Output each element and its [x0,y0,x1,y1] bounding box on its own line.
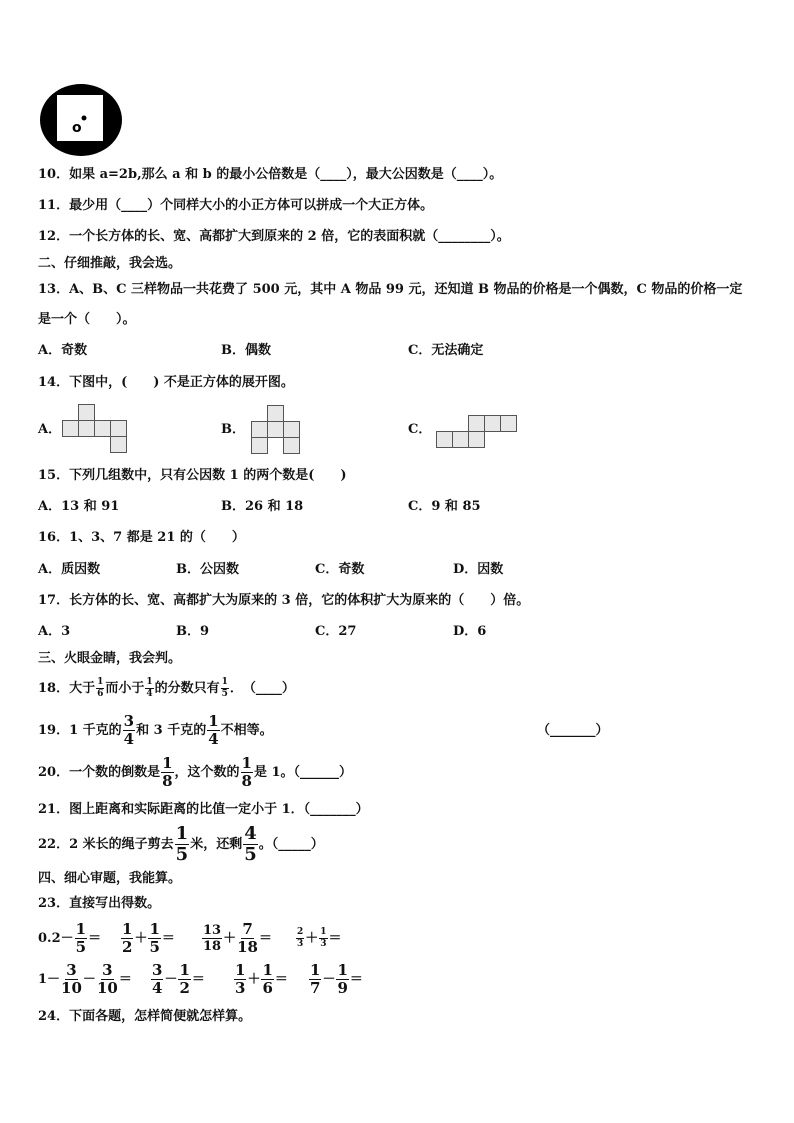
question-21: 21．图上距离和实际距离的比值一定小于 1．（_______） [38,802,369,817]
question-15: 15．下列几组数中，只有公因数 1 的两个数是( ) [38,468,347,483]
calc-6: $\frac{3}{4}$ － $\frac{1}{2}$ ＝ [152,961,205,997]
section-2-title: 二、仔细推敲，我会选。 [38,256,182,271]
fraction-3-10: $\frac{3}{10}$ [96,961,118,997]
fraction-1-8: $\frac{1}{8}$ [162,754,173,790]
q15-option-c[interactable]: C．9 和 85 [408,499,481,514]
fraction-1-3: $\frac{1}{3}$ [235,961,246,997]
fraction-1-2: $\frac{1}{2}$ [122,920,133,956]
q15-option-b[interactable]: B．26 和 18 [221,499,304,514]
q14-net-b [251,405,301,453]
q19-answer-blank[interactable]: （_______） [537,723,609,738]
q16-option-a[interactable]: A．质因数 [38,562,101,577]
q18-text-a: 18．大于 [38,681,96,696]
calc-8: $\frac{1}{7}$ － $\frac{1}{9}$ ＝ [310,961,363,997]
calc-4: $\frac{2}{3}$ ＋ $\frac{1}{3}$ ＝ [297,927,342,949]
question-24: 24．下面各题，怎样简便就怎样算。 [38,1009,252,1024]
question-11: 11．最少用（____）个同样大小的小正方体可以拼成一个大正方体。 [38,198,434,213]
figure-label: o [72,120,82,136]
top-figure [38,82,124,158]
fraction-4-5: $\frac{4}{5}$ [244,823,257,865]
fraction-1-6: $\frac{1}{6}$ [97,677,104,699]
fraction-1-4: $\frac{1}{4}$ [146,677,153,699]
q13-option-c[interactable]: C．无法确定 [408,343,484,358]
fraction-1-5: $\frac{1}{5}$ [75,920,87,956]
question-10: 10．如果 a=2b,那么 a 和 b 的最小公倍数是（____），最大公因数是（____）。 [38,167,503,182]
fraction-1-9: $\frac{1}{9}$ [337,961,348,997]
section-4-title: 四、细心审题，我能算。 [38,871,182,886]
q17-option-a[interactable]: A．3 [38,624,71,639]
q17-option-d[interactable]: D．6 [453,624,487,639]
section-3-title: 三、火眼金睛，我会判。 [38,651,182,666]
q13-option-a[interactable]: A．奇数 [38,343,88,358]
calc-5: 1－ $\frac{3}{10}$ － $\frac{3}{10}$ ＝ [38,961,132,997]
q16-option-d[interactable]: D．因数 [453,562,504,577]
q15-option-a[interactable]: A．13 和 91 [38,499,120,514]
q14-net-a [62,404,128,452]
q14-option-c[interactable]: C． [408,422,432,437]
question-20: 20．一个数的倒数是 $\frac{1}{8}$ ，这个数的 $\frac{1}{8}$ 是 1。（______） [38,754,353,790]
fraction-1-7: $\frac{1}{7}$ [310,961,321,997]
calc-2: $\frac{1}{2}$ ＋ $\frac{1}{5}$ ＝ [122,920,175,956]
calc-7: $\frac{1}{3}$ ＋ $\frac{1}{6}$ ＝ [235,961,288,997]
fraction-1-6: $\frac{1}{6}$ [262,961,273,997]
q16-option-b[interactable]: B．公因数 [176,562,239,577]
fraction-2-3: $\frac{2}{3}$ [297,927,304,949]
question-17: 17．长方体的长、宽、高都扩大为原来的 3 倍，它的体积扩大为原来的（ ）倍。 [38,593,530,608]
fraction-13-18: $\frac{13}{18}$ [203,923,222,954]
calc-3: $\frac{13}{18}$ ＋ $\frac{7}{18}$ ＝ [203,920,272,956]
q14-option-b[interactable]: B． [221,422,245,437]
question-14: 14．下图中，( ) 不是正方体的展开图。 [38,375,294,390]
question-13-line2: 是一个（ ）。 [38,312,136,327]
q14-option-a[interactable]: A． [38,422,62,437]
fraction-3-4: $\frac{3}{4}$ [152,961,163,997]
question-12: 12．一个长方体的长、宽、高都扩大到原来的 2 倍，它的表面积就（________）。 [38,229,510,244]
fraction-3-4: $\frac{3}{4}$ [123,712,135,748]
fraction-1-5: $\frac{1}{5}$ [175,823,189,865]
calc-1: 0.2－ $\frac{1}{5}$ ＝ [38,920,102,956]
question-16: 16．1、3、7 都是 21 的（ ） [38,530,245,545]
fraction-3-10: $\frac{3}{10}$ [61,961,82,997]
fraction-1-8: $\frac{1}{8}$ [241,754,252,790]
fraction-1-3: $\frac{1}{3}$ [320,927,327,949]
q13-option-b[interactable]: B．偶数 [221,343,271,358]
fraction-7-18: $\frac{7}{18}$ [237,920,258,956]
fraction-1-4: $\frac{1}{4}$ [208,712,219,748]
fraction-1-2: $\frac{1}{2}$ [179,961,190,997]
q18-text-b: 而小于 [105,681,145,696]
q14-net-c [436,415,518,447]
q18-text-d: ． （____） [229,681,295,696]
q17-option-b[interactable]: B．9 [176,624,210,639]
question-18 [38,674,295,704]
q16-option-c[interactable]: C．奇数 [315,562,365,577]
question-19: 19．1 千克的 $\frac{3}{4}$ 和 3 千克的 $\frac{1}{4}$ 不相等。 [38,712,273,748]
question-22: 22．2 米长的绳子剪去 $\frac{1}{5}$ 米，还剩 $\frac{4}{5}$ 。（_____） [38,823,324,865]
fraction-1-5: $\frac{1}{5}$ [149,920,160,956]
question-23: 23．直接写出得数。 [38,896,161,911]
q18-text-c: 的分数只有 [154,681,220,696]
question-13-line1: 13．A、B、C 三样物品一共花费了 500 元，其中 A 物品 99 元，还知道 B 物品的价格是一个偶数，C 物品的价格一定 [38,282,743,297]
fraction-1-5: $\frac{1}{5}$ [221,677,228,699]
q17-option-c[interactable]: C．27 [315,624,357,639]
